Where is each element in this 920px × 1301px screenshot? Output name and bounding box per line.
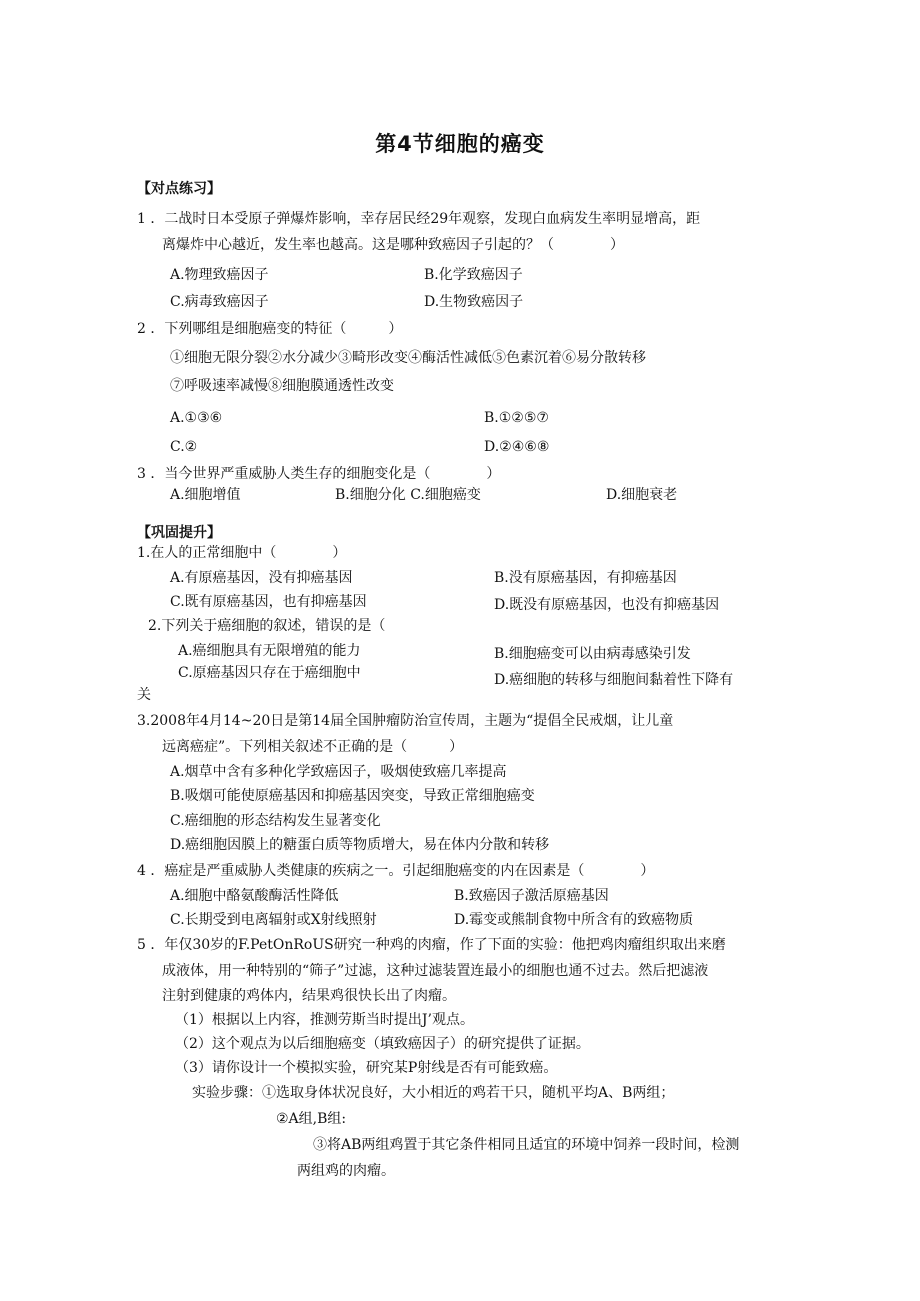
- s2-q5-line2: 成液体，用一种特别的“筛子”过滤，这种过滤装置连最小的细胞也通不过去。然后把滤液: [162, 963, 709, 979]
- s1-q1-line2: 离爆炸中心越近，发生率也越高。这是哪种致癌因子引起的？（ ）: [162, 237, 624, 253]
- s2-q5-step3-line1: ③将AB两组鸡置于其它条件相同且适宜的环境中饲养一段时间，检测: [313, 1137, 740, 1153]
- s2-q2-option-a: A.癌细胞具有无限增殖的能力: [178, 643, 361, 659]
- s2-q3-option-b: B.吸烟可能使原癌基因和抑癌基因突变，导致正常细胞癌变: [170, 788, 535, 804]
- s2-q5-step3-line2: 两组鸡的肉瘤。: [297, 1163, 395, 1179]
- s2-q1-stem: 1.在人的正常细胞中（ ）: [137, 545, 347, 561]
- s2-q3-option-c: C.癌细胞的形态结构发生显著变化: [170, 813, 381, 829]
- s2-q5-step1: 实验步骤：①选取身体状况良好，大小相近的鸡若干只，随机平均A、B两组；: [192, 1085, 675, 1101]
- s2-q5-line3: 注射到健康的鸡体内，结果鸡很快长出了肉瘤。: [162, 988, 456, 1004]
- s2-q3-option-d: D.癌细胞因膜上的糖蛋白质等物质增大，易在体内分散和转移: [170, 837, 550, 853]
- s1-q1-option-a: A.物理致癌因子: [170, 267, 269, 283]
- s2-q2-option-d: D.癌细胞的转移与细胞间黏着性下降有: [494, 672, 734, 688]
- s2-q4-option-a: A.细胞中酪氨酸酶活性降低: [170, 888, 339, 904]
- s1-q2-option-b: B.①②⑤⑦: [484, 410, 549, 426]
- s1-q1-option-d: D.生物致癌因子: [424, 294, 524, 310]
- s2-q2-stem: 2.下列关于癌细胞的叙述，错误的是（: [148, 618, 386, 634]
- s1-q1-option-b: B.化学致癌因子: [424, 267, 523, 283]
- s2-q3-line1: 3.2008年4月14~20日是第14届全国肿瘤防治宣传周，主题为“提倡全民戒烟，让儿童: [137, 713, 674, 729]
- s2-q3-line2: 远离癌症”。下列相关叙述不正确的是（ ）: [162, 739, 464, 755]
- s2-q1-option-d: D.既没有原癌基因，也没有抑癌基因: [494, 597, 720, 613]
- s2-q2-tail: 关: [137, 687, 151, 703]
- s2-q4-stem: 4 ．癌症是严重威胁人类健康的疾病之一。引起细胞癌变的内在因素是（ ）: [137, 863, 655, 879]
- s2-q4-option-b: B.致癌因子激活原癌基因: [454, 888, 609, 904]
- s2-q5-part2: （2）这个观点为以后细胞癌变（填致癌因子）的研究提供了证据。: [175, 1036, 590, 1052]
- s1-q2-option-d: D.②④⑥⑧: [484, 439, 550, 455]
- s1-q2-option-a: A.①③⑥: [170, 410, 223, 426]
- s2-q5-line1: 5 ．年仅30岁的F.PetOnRoUS研究一种鸡的肉瘤，作了下面的实验：他把鸡肉瘤组织取出来磨: [137, 937, 726, 953]
- s2-q1-option-c: C.既有原癌基因，也有抑癌基因: [170, 594, 367, 610]
- s1-q2-line2: ⑦呼吸速率减慢⑧细胞膜通透性改变: [170, 378, 394, 394]
- s2-q5-part3: （3）请你设计一个模拟实验，研究某P射线是否有可能致癌。: [175, 1060, 558, 1076]
- s2-q1-option-a: A.有原癌基因，没有抑癌基因: [170, 570, 353, 586]
- s1-q2-stem: 2 ．下列哪组是细胞癌变的特征（ ）: [137, 321, 403, 337]
- s1-q3-stem: 3 ．当今世界严重威胁人类生存的细胞变化是（ ）: [137, 466, 501, 482]
- page-title: 第4节细胞的癌变: [375, 132, 545, 156]
- s2-q5-part1: （1）根据以上内容，推测劳斯当时提出J’观点。: [175, 1012, 474, 1028]
- s2-q2-option-b: B.细胞癌变可以由病毒感染引发: [494, 646, 691, 662]
- s1-q2-line1: ①细胞无限分裂②水分减少③畸形改变④酶活性减低⑤色素沉着⑥易分散转移: [170, 350, 646, 366]
- section-heading-consolidation: 【巩固提升】: [137, 525, 221, 541]
- s1-q1-line1: 1 ．二战时日本受原子弹爆炸影响，幸存居民经29年观察，发现白血病发生率明显增高，距: [137, 211, 701, 227]
- s2-q5-step2: ②A组,B组:: [276, 1111, 347, 1127]
- s2-q1-option-b: B.没有原癌基因，有抑癌基因: [494, 570, 677, 586]
- s2-q4-option-d: D.霉变或熊制食物中所含有的致癌物质: [454, 912, 694, 928]
- s1-q1-option-c: C.病毒致癌因子: [170, 294, 269, 310]
- s1-q3-option-a: A.细胞增值: [170, 487, 241, 503]
- section-heading-practice: 【对点练习】: [137, 181, 221, 197]
- s1-q3-option-d: D.细胞衰老: [606, 487, 678, 503]
- s2-q4-option-c: C.长期受到电离辐射或X射线照射: [170, 912, 377, 928]
- s1-q2-option-c: C.②: [170, 439, 198, 455]
- s2-q3-option-a: A.烟草中含有多种化学致癌因子，吸烟使致癌几率提高: [170, 764, 507, 780]
- s2-q2-option-c: C.原癌基因只存在于癌细胞中: [178, 665, 361, 681]
- s1-q3-option-bc: B.细胞分化 C.细胞癌变: [335, 487, 481, 503]
